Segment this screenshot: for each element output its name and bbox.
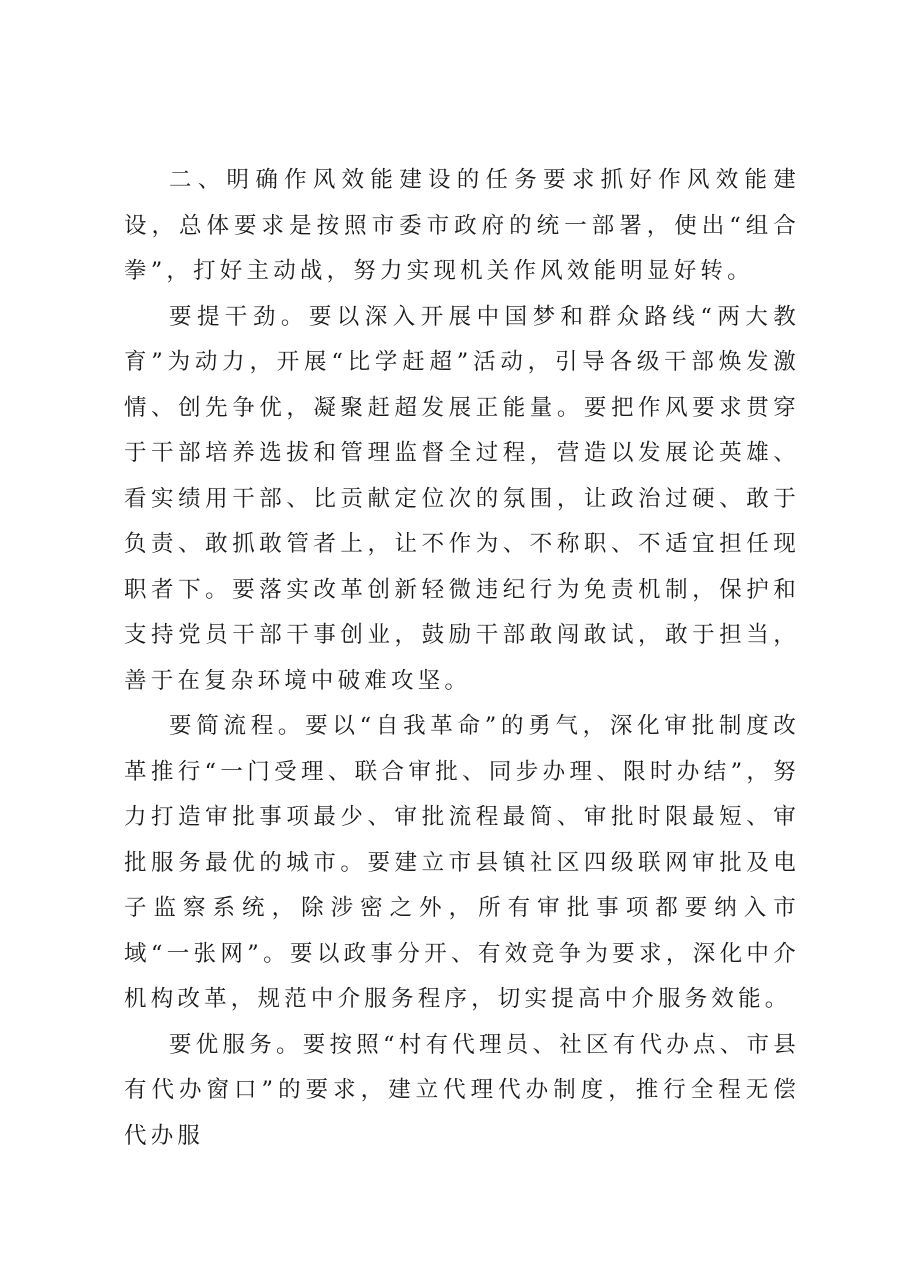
paragraph-simplify-process: 要简流程。要以“自我革命”的勇气，深化审批制度改革推行“一门受理、联合审批、同步办理、限时办结”，努力打造审批事项最少、审批流程最简、审批时限最短、审批服务最优的城市。要建立市县镇社区四级联网审批及电子监察系统，除涉密之外，所有审批事项都要纳入市域“一张网”。要以政事分开、有效竞争为要求，深化中介机构改革，规范中介服务程序，切实提高中介服务效能。 — [124, 713, 800, 1012]
paragraph-task-requirements: 二、明确作风效能建设的任务要求抓好作风效能建设，总体要求是按照市委市政府的统一部署，使出“组合拳”，打好主动战，努力实现机关作风效能明显好转。 — [124, 167, 800, 284]
paragraph-optimize-service: 要优服务。要按照“村有代理员、社区有代办点、市县有代办窗口”的要求，建立代理代办制度，推行全程无偿代办服 — [124, 1031, 800, 1149]
document-body — [124, 158, 800, 1159]
paragraph-boost-drive: 要提干劲。要以深入开展中国梦和群众路线“两大教育”为动力，开展“比学赶超”活动，引导各级干部焕发激情、创先争优，凝聚赶超发展正能量。要把作风要求贯穿于干部培养选拔和管理监督全过程，营造以发展论英雄、看实绩用干部、比贡献定位次的氛围，让政治过硬、敢于负责、敢抓敢管者上，让不作为、不称职、不适宜担任现职者下。要落实改革创新轻微违纪行为免责机制，保护和支持党员干部干事创业，鼓励干部敢闯敢试，敢于担当，善于在复杂环境中破难攻坚。 — [124, 303, 800, 694]
